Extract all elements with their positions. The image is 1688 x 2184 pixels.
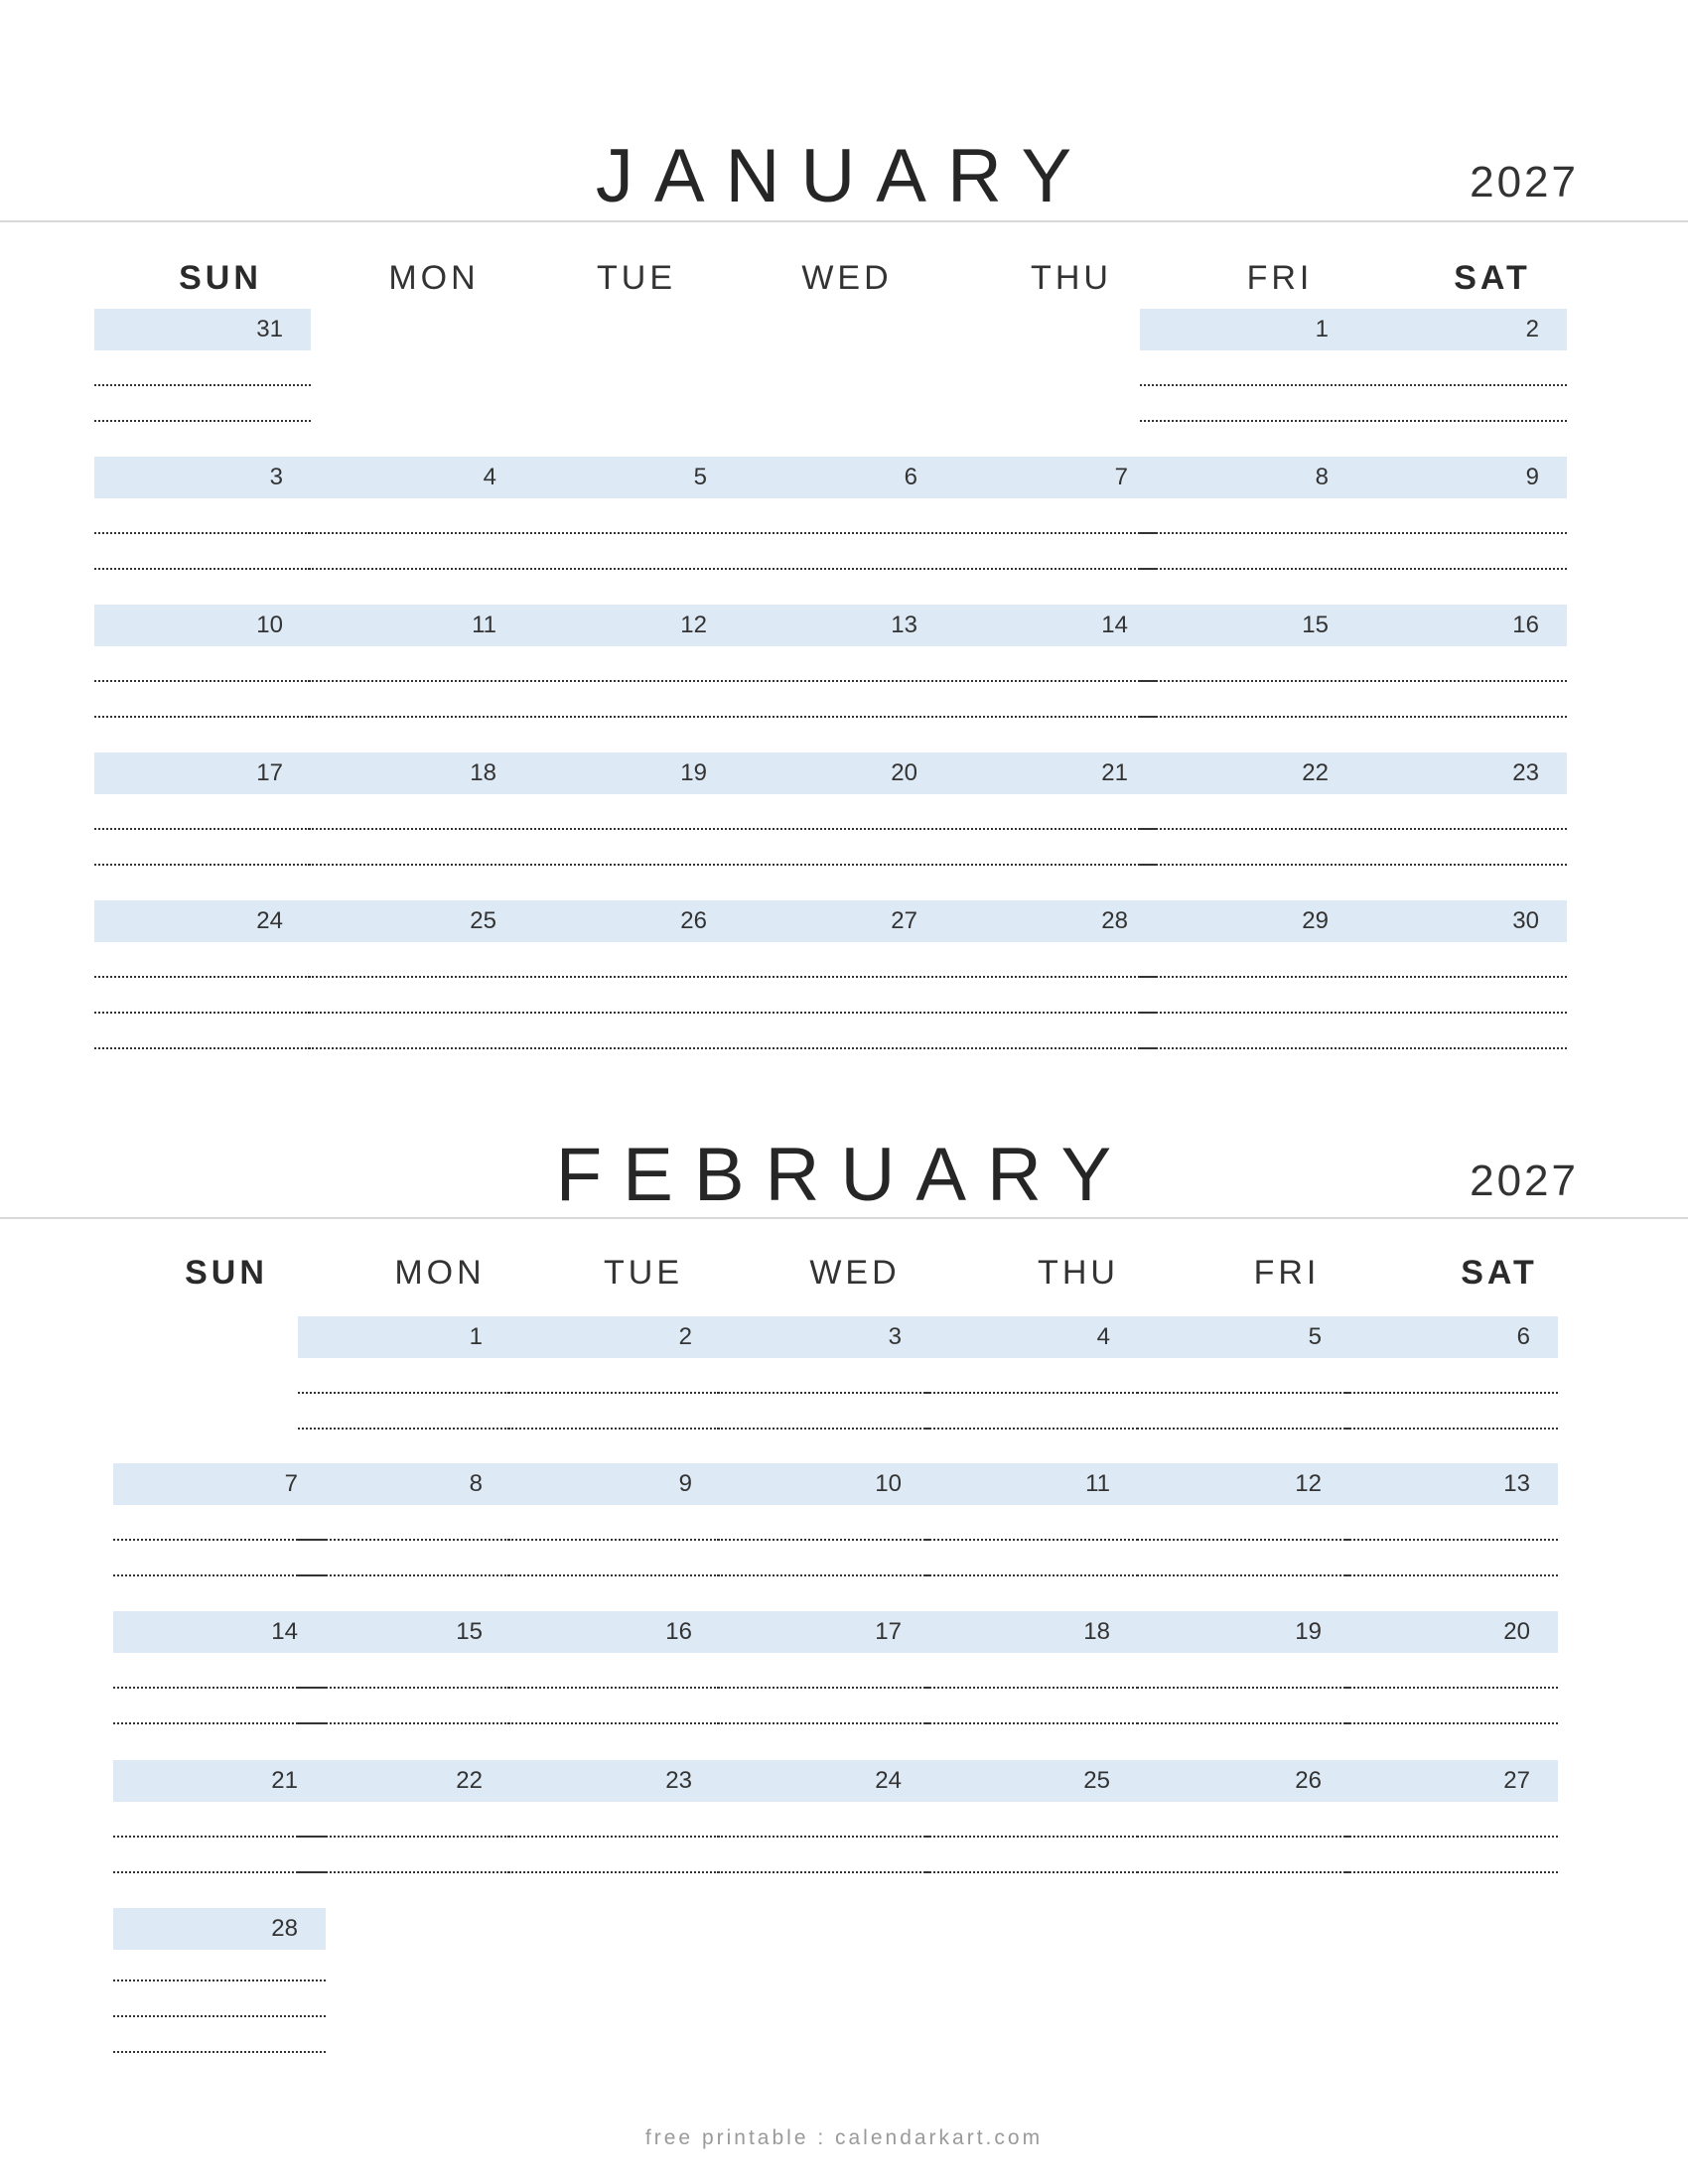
day-cell[interactable] bbox=[113, 1611, 326, 1760]
note-line bbox=[1137, 1871, 1349, 1873]
day-cell[interactable] bbox=[1140, 309, 1356, 458]
note-line bbox=[94, 716, 311, 718]
note-line bbox=[1350, 828, 1567, 830]
note-line bbox=[507, 1392, 720, 1394]
note-line bbox=[94, 680, 311, 682]
date-number: 7 bbox=[1114, 464, 1128, 490]
day-cell[interactable] bbox=[1350, 900, 1567, 1049]
day-cell[interactable] bbox=[925, 1316, 1138, 1465]
day-cell[interactable] bbox=[729, 457, 945, 606]
note-line bbox=[1345, 1722, 1558, 1724]
day-cell[interactable] bbox=[507, 1611, 720, 1760]
date-number: 14 bbox=[271, 1618, 298, 1645]
date-number: 16 bbox=[665, 1618, 692, 1645]
date-number: 13 bbox=[891, 612, 917, 638]
note-line bbox=[1350, 532, 1567, 534]
date-number: 23 bbox=[665, 1767, 692, 1794]
note-line bbox=[1350, 1047, 1567, 1049]
day-cell[interactable] bbox=[1137, 1316, 1349, 1465]
day-cell[interactable] bbox=[939, 900, 1156, 1049]
day-cell[interactable] bbox=[1350, 752, 1567, 901]
date-number: 21 bbox=[271, 1767, 298, 1794]
weekday-thu: THU bbox=[1038, 1254, 1119, 1292]
day-cell[interactable] bbox=[1345, 1611, 1558, 1760]
note-line bbox=[1137, 1722, 1349, 1724]
note-line bbox=[507, 1574, 720, 1576]
date-number: 2 bbox=[678, 1323, 692, 1350]
note-line bbox=[113, 1871, 326, 1873]
date-number: 9 bbox=[1525, 464, 1539, 490]
note-line bbox=[113, 1574, 326, 1576]
footer-credit: free printable : calendarkart.com bbox=[644, 2126, 1044, 2149]
day-cell[interactable] bbox=[507, 1463, 720, 1612]
note-line bbox=[925, 1428, 1138, 1430]
note-line bbox=[939, 716, 1156, 718]
note-line bbox=[94, 384, 311, 386]
day-cell[interactable] bbox=[1137, 1611, 1349, 1760]
note-line bbox=[308, 532, 524, 534]
weekday-sat: SAT bbox=[1454, 259, 1531, 297]
note-line bbox=[1345, 1392, 1558, 1394]
day-cell[interactable] bbox=[507, 1316, 720, 1465]
note-line bbox=[1140, 568, 1356, 570]
day-cell[interactable] bbox=[1350, 457, 1567, 606]
day-cell[interactable] bbox=[94, 457, 311, 606]
note-line bbox=[298, 1539, 510, 1541]
note-line bbox=[1140, 680, 1356, 682]
date-number: 5 bbox=[693, 464, 707, 490]
note-line bbox=[308, 1012, 524, 1014]
note-line bbox=[729, 1047, 945, 1049]
date-number: 2 bbox=[1525, 316, 1539, 342]
day-cell[interactable] bbox=[1345, 1760, 1558, 1909]
date-number: 15 bbox=[456, 1618, 483, 1645]
day-cell[interactable] bbox=[729, 605, 945, 753]
day-cell[interactable] bbox=[518, 457, 735, 606]
note-line bbox=[298, 1871, 510, 1873]
day-cell[interactable] bbox=[518, 605, 735, 753]
day-cell[interactable] bbox=[925, 1463, 1138, 1612]
day-cell[interactable] bbox=[298, 1611, 510, 1760]
day-cell[interactable] bbox=[717, 1463, 929, 1612]
note-line bbox=[939, 976, 1156, 978]
day-cell[interactable] bbox=[308, 752, 524, 901]
date-number: 25 bbox=[1083, 1767, 1110, 1794]
day-cell[interactable] bbox=[518, 752, 735, 901]
note-line bbox=[925, 1539, 1138, 1541]
note-line bbox=[1350, 680, 1567, 682]
day-cell[interactable] bbox=[939, 605, 1156, 753]
day-cell[interactable] bbox=[113, 1463, 326, 1612]
weekday-mon: MON bbox=[394, 1254, 486, 1292]
day-cell[interactable] bbox=[308, 900, 524, 1049]
day-cell[interactable] bbox=[308, 605, 524, 753]
date-number: 24 bbox=[875, 1767, 902, 1794]
weekday-header-row bbox=[0, 1253, 1688, 1293]
weekday-header-row bbox=[0, 258, 1688, 298]
date-number: 10 bbox=[875, 1470, 902, 1497]
note-line bbox=[94, 532, 311, 534]
date-number: 18 bbox=[470, 759, 496, 786]
note-line bbox=[113, 1722, 326, 1724]
date-number: 24 bbox=[256, 907, 283, 934]
day-cell[interactable] bbox=[1140, 457, 1356, 606]
date-number: 1 bbox=[1315, 316, 1329, 342]
note-line bbox=[507, 1687, 720, 1689]
note-line bbox=[729, 532, 945, 534]
note-line bbox=[729, 828, 945, 830]
day-cell[interactable] bbox=[1137, 1760, 1349, 1909]
note-line bbox=[113, 2051, 326, 2053]
note-line bbox=[518, 716, 735, 718]
note-line bbox=[518, 1047, 735, 1049]
date-number: 27 bbox=[891, 907, 917, 934]
note-line bbox=[113, 1539, 326, 1541]
weekday-fri: FRI bbox=[1253, 1254, 1321, 1292]
note-line bbox=[1140, 828, 1356, 830]
date-number: 4 bbox=[483, 464, 496, 490]
day-cell[interactable] bbox=[298, 1760, 510, 1909]
weekday-tue: TUE bbox=[597, 259, 676, 297]
note-line bbox=[1137, 1539, 1349, 1541]
weekday-sun: SUN bbox=[185, 1254, 268, 1292]
note-line bbox=[308, 716, 524, 718]
note-line bbox=[939, 828, 1156, 830]
date-number: 3 bbox=[888, 1323, 902, 1350]
date-number: 26 bbox=[680, 907, 707, 934]
note-line bbox=[1345, 1428, 1558, 1430]
date-number: 4 bbox=[1096, 1323, 1110, 1350]
note-line bbox=[308, 828, 524, 830]
day-cell[interactable] bbox=[729, 900, 945, 1049]
note-line bbox=[939, 1012, 1156, 1014]
note-line bbox=[729, 568, 945, 570]
day-cell[interactable] bbox=[507, 1760, 720, 1909]
weekday-sat: SAT bbox=[1461, 1254, 1538, 1292]
note-line bbox=[308, 1047, 524, 1049]
note-line bbox=[113, 1687, 326, 1689]
note-line bbox=[518, 864, 735, 866]
day-cell[interactable] bbox=[94, 309, 311, 458]
note-line bbox=[1345, 1687, 1558, 1689]
date-number: 8 bbox=[1315, 464, 1329, 490]
note-line bbox=[1137, 1392, 1349, 1394]
title-rule bbox=[0, 220, 1688, 222]
note-line bbox=[94, 420, 311, 422]
day-cell[interactable] bbox=[717, 1316, 929, 1465]
note-line bbox=[518, 568, 735, 570]
day-cell[interactable] bbox=[1140, 605, 1356, 753]
month-year: 2027 bbox=[1470, 1157, 1579, 1205]
day-cell[interactable] bbox=[925, 1611, 1138, 1760]
day-cell[interactable] bbox=[1345, 1463, 1558, 1612]
note-line bbox=[925, 1574, 1138, 1576]
date-number: 19 bbox=[1295, 1618, 1322, 1645]
note-line bbox=[298, 1722, 510, 1724]
note-line bbox=[1140, 1012, 1356, 1014]
note-line bbox=[1350, 716, 1567, 718]
date-number: 9 bbox=[678, 1470, 692, 1497]
note-line bbox=[1350, 384, 1567, 386]
note-line bbox=[729, 864, 945, 866]
note-line bbox=[113, 2015, 326, 2017]
month-year: 2027 bbox=[1470, 158, 1579, 206]
day-cell[interactable] bbox=[1140, 752, 1356, 901]
date-number: 26 bbox=[1295, 1767, 1322, 1794]
title-rule bbox=[0, 1217, 1688, 1219]
note-line bbox=[729, 976, 945, 978]
date-number: 12 bbox=[1295, 1470, 1322, 1497]
note-line bbox=[1345, 1574, 1558, 1576]
note-line bbox=[308, 568, 524, 570]
note-line bbox=[94, 1047, 311, 1049]
note-line bbox=[939, 864, 1156, 866]
note-line bbox=[507, 1722, 720, 1724]
note-line bbox=[717, 1836, 929, 1838]
day-cell[interactable] bbox=[298, 1316, 510, 1465]
note-line bbox=[94, 976, 311, 978]
note-line bbox=[308, 680, 524, 682]
note-line bbox=[1140, 1047, 1356, 1049]
day-cell[interactable] bbox=[925, 1760, 1138, 1909]
note-line bbox=[298, 1392, 510, 1394]
day-cell[interactable] bbox=[939, 457, 1156, 606]
date-number: 30 bbox=[1512, 907, 1539, 934]
note-line bbox=[518, 1012, 735, 1014]
date-number: 18 bbox=[1083, 1618, 1110, 1645]
date-number: 6 bbox=[904, 464, 917, 490]
month-title: JANUARY bbox=[595, 134, 1093, 218]
note-line bbox=[308, 976, 524, 978]
date-number: 19 bbox=[680, 759, 707, 786]
day-cell[interactable] bbox=[94, 900, 311, 1049]
note-line bbox=[518, 976, 735, 978]
weekday-wed: WED bbox=[809, 1254, 901, 1292]
weekday-fri: FRI bbox=[1246, 259, 1314, 297]
date-number: 20 bbox=[1503, 1618, 1530, 1645]
date-number: 31 bbox=[256, 316, 283, 342]
day-cell[interactable] bbox=[717, 1760, 929, 1909]
date-number: 15 bbox=[1302, 612, 1329, 638]
note-line bbox=[925, 1722, 1138, 1724]
note-line bbox=[1350, 420, 1567, 422]
date-number: 12 bbox=[680, 612, 707, 638]
note-line bbox=[717, 1871, 929, 1873]
day-cell[interactable] bbox=[1350, 605, 1567, 753]
note-line bbox=[1350, 1012, 1567, 1014]
note-line bbox=[925, 1871, 1138, 1873]
note-line bbox=[507, 1539, 720, 1541]
note-line bbox=[298, 1836, 510, 1838]
note-line bbox=[939, 568, 1156, 570]
weekday-mon: MON bbox=[388, 259, 480, 297]
date-number: 28 bbox=[271, 1915, 298, 1942]
note-line bbox=[94, 828, 311, 830]
date-number: 7 bbox=[284, 1470, 298, 1497]
day-cell[interactable] bbox=[1350, 309, 1567, 458]
day-cell[interactable] bbox=[298, 1463, 510, 1612]
date-number: 1 bbox=[469, 1323, 483, 1350]
month-title: FEBRUARY bbox=[555, 1133, 1133, 1217]
note-line bbox=[94, 1012, 311, 1014]
date-number: 6 bbox=[1516, 1323, 1530, 1350]
date-number: 13 bbox=[1503, 1470, 1530, 1497]
note-line bbox=[1350, 864, 1567, 866]
note-line bbox=[1140, 532, 1356, 534]
note-line bbox=[518, 680, 735, 682]
note-line bbox=[717, 1392, 929, 1394]
note-line bbox=[113, 1979, 326, 1981]
date-number: 23 bbox=[1512, 759, 1539, 786]
note-line bbox=[939, 532, 1156, 534]
date-number: 17 bbox=[875, 1618, 902, 1645]
note-line bbox=[298, 1687, 510, 1689]
note-line bbox=[1140, 976, 1356, 978]
note-line bbox=[298, 1428, 510, 1430]
note-line bbox=[717, 1428, 929, 1430]
date-number: 29 bbox=[1302, 907, 1329, 934]
day-cell[interactable] bbox=[1140, 900, 1356, 1049]
note-line bbox=[1140, 384, 1356, 386]
date-number: 14 bbox=[1101, 612, 1128, 638]
note-line bbox=[113, 1836, 326, 1838]
note-line bbox=[1345, 1871, 1558, 1873]
day-cell[interactable] bbox=[94, 752, 311, 901]
note-line bbox=[729, 716, 945, 718]
note-line bbox=[1345, 1539, 1558, 1541]
day-cell[interactable] bbox=[717, 1611, 929, 1760]
note-line bbox=[1140, 716, 1356, 718]
date-number: 10 bbox=[256, 612, 283, 638]
date-number: 17 bbox=[256, 759, 283, 786]
note-line bbox=[507, 1428, 720, 1430]
date-number: 28 bbox=[1101, 907, 1128, 934]
note-line bbox=[1137, 1836, 1349, 1838]
note-line bbox=[507, 1871, 720, 1873]
day-cell[interactable] bbox=[113, 1908, 326, 2057]
note-line bbox=[939, 680, 1156, 682]
note-line bbox=[94, 568, 311, 570]
note-line bbox=[729, 1012, 945, 1014]
note-line bbox=[729, 680, 945, 682]
note-line bbox=[717, 1722, 929, 1724]
weekday-sun: SUN bbox=[179, 259, 262, 297]
date-number: 25 bbox=[470, 907, 496, 934]
date-number: 21 bbox=[1101, 759, 1128, 786]
note-line bbox=[717, 1539, 929, 1541]
note-line bbox=[1137, 1687, 1349, 1689]
date-number: 27 bbox=[1503, 1767, 1530, 1794]
date-number: 16 bbox=[1512, 612, 1539, 638]
day-cell[interactable] bbox=[1137, 1463, 1349, 1612]
date-number: 11 bbox=[1085, 1470, 1110, 1497]
note-line bbox=[518, 532, 735, 534]
note-line bbox=[1350, 976, 1567, 978]
note-line bbox=[1137, 1574, 1349, 1576]
note-line bbox=[1345, 1836, 1558, 1838]
note-line bbox=[925, 1687, 1138, 1689]
day-cell[interactable] bbox=[94, 605, 311, 753]
day-cell[interactable] bbox=[729, 752, 945, 901]
date-number: 8 bbox=[469, 1470, 483, 1497]
note-line bbox=[298, 1574, 510, 1576]
date-number: 20 bbox=[891, 759, 917, 786]
note-line bbox=[308, 864, 524, 866]
date-number: 22 bbox=[1302, 759, 1329, 786]
day-cell[interactable] bbox=[308, 457, 524, 606]
weekday-thu: THU bbox=[1031, 259, 1112, 297]
note-line bbox=[717, 1574, 929, 1576]
weekday-tue: TUE bbox=[604, 1254, 683, 1292]
weekday-wed: WED bbox=[801, 259, 893, 297]
note-line bbox=[717, 1687, 929, 1689]
day-cell[interactable] bbox=[939, 752, 1156, 901]
date-number: 5 bbox=[1308, 1323, 1322, 1350]
note-line bbox=[507, 1836, 720, 1838]
day-cell[interactable] bbox=[518, 900, 735, 1049]
note-line bbox=[1140, 864, 1356, 866]
day-cell[interactable] bbox=[113, 1760, 326, 1909]
day-cell[interactable] bbox=[1345, 1316, 1558, 1465]
note-line bbox=[939, 1047, 1156, 1049]
note-line bbox=[518, 828, 735, 830]
note-line bbox=[925, 1392, 1138, 1394]
date-number: 11 bbox=[472, 612, 496, 638]
note-line bbox=[1140, 420, 1356, 422]
note-line bbox=[1137, 1428, 1349, 1430]
note-line bbox=[1350, 568, 1567, 570]
note-line bbox=[925, 1836, 1138, 1838]
note-line bbox=[94, 864, 311, 866]
date-number: 3 bbox=[269, 464, 283, 490]
date-number: 22 bbox=[456, 1767, 483, 1794]
